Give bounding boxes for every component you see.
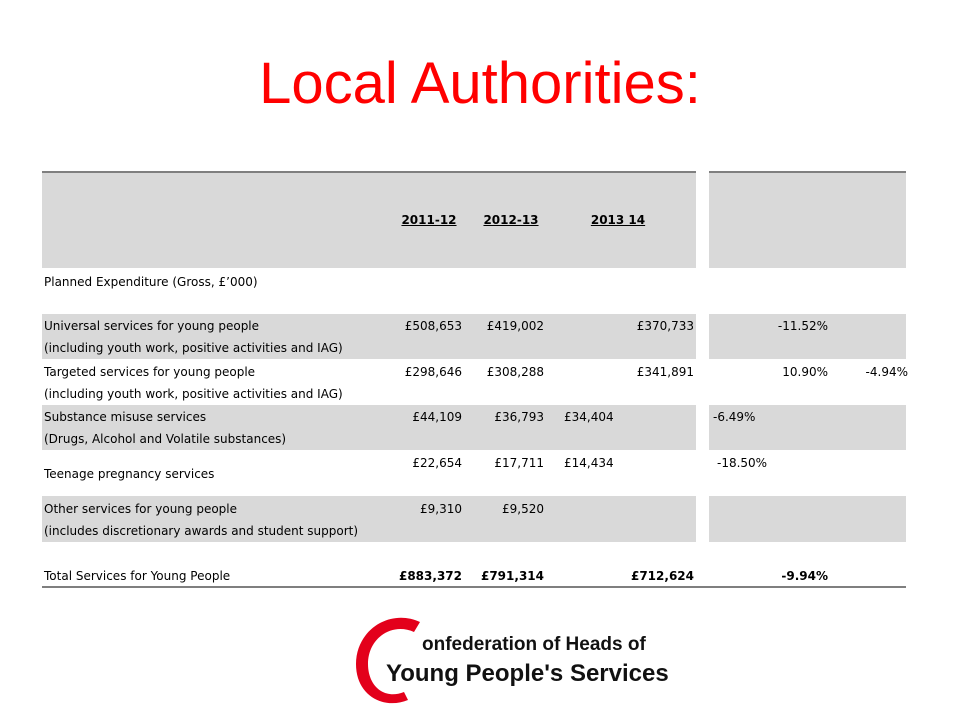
cell-2013-14: £34,404	[564, 410, 614, 424]
row-label: Targeted services for young people	[44, 365, 256, 379]
cell-2013-14: £14,434	[564, 456, 614, 470]
cell-2011-12: £298,646	[404, 365, 462, 379]
cell-percent-change: -6.49%	[713, 410, 756, 424]
row-band-other-right	[709, 496, 906, 542]
logo-line-2: Young People's Services	[386, 660, 669, 687]
row-label: Other services for young people	[44, 502, 238, 516]
cell-percent-change: 10.90%	[782, 365, 828, 379]
total-2012-13: £791,314	[480, 569, 544, 583]
row-label: Substance misuse services	[44, 410, 207, 424]
row-sublabel: (Drugs, Alcohol and Volatile substances)	[44, 432, 287, 446]
cell-2012-13: £419,002	[486, 319, 544, 333]
slide-title: Local Authorities:	[259, 51, 701, 116]
row-sublabel: (includes discretionary awards and student support)	[44, 524, 359, 538]
cell-2012-13: £36,793	[494, 410, 544, 424]
cell-2011-12: £22,654	[412, 456, 462, 470]
cell-percent-change: -11.52%	[777, 319, 828, 333]
column-header-2013-14: 2013 14	[590, 213, 646, 227]
cell-2011-12: £508,653	[404, 319, 462, 333]
row-label: Teenage pregnancy services	[44, 467, 215, 481]
cell-2013-14: £370,733	[636, 319, 694, 333]
column-header-2011-12: 2011-12	[401, 213, 457, 227]
cell-percent-change: -18.50%	[717, 456, 768, 470]
total-label: Total Services for Young People	[44, 569, 231, 583]
cell-percent-change-2: -4.94%	[865, 365, 908, 379]
row-sublabel: (including youth work, positive activities and IAG)	[44, 387, 343, 401]
cell-2012-13: £308,288	[486, 365, 544, 379]
cell-2011-12: £9,310	[420, 502, 462, 516]
header-band-right	[709, 172, 906, 268]
total-bottom-rule	[42, 586, 906, 588]
total-percent-change: -9.94%	[781, 569, 828, 583]
cyps-logo	[350, 612, 669, 712]
row-sublabel: (including youth work, positive activities and IAG)	[44, 341, 343, 355]
column-header-2012-13: 2012-13	[483, 213, 539, 227]
row-label: Universal services for young people	[44, 319, 260, 333]
section-label: Planned Expenditure (Gross, £’000)	[44, 275, 258, 289]
cell-2012-13: £9,520	[502, 502, 544, 516]
cell-2013-14: £341,891	[636, 365, 694, 379]
cell-2012-13: £17,711	[494, 456, 544, 470]
total-2011-12: £883,372	[398, 569, 462, 583]
header-top-rule	[42, 171, 696, 173]
cell-2011-12: £44,109	[412, 410, 462, 424]
total-2013-14: £712,624	[630, 569, 694, 583]
logo-line-1: onfederation of Heads of	[422, 634, 646, 655]
header-top-rule-right	[709, 171, 906, 173]
